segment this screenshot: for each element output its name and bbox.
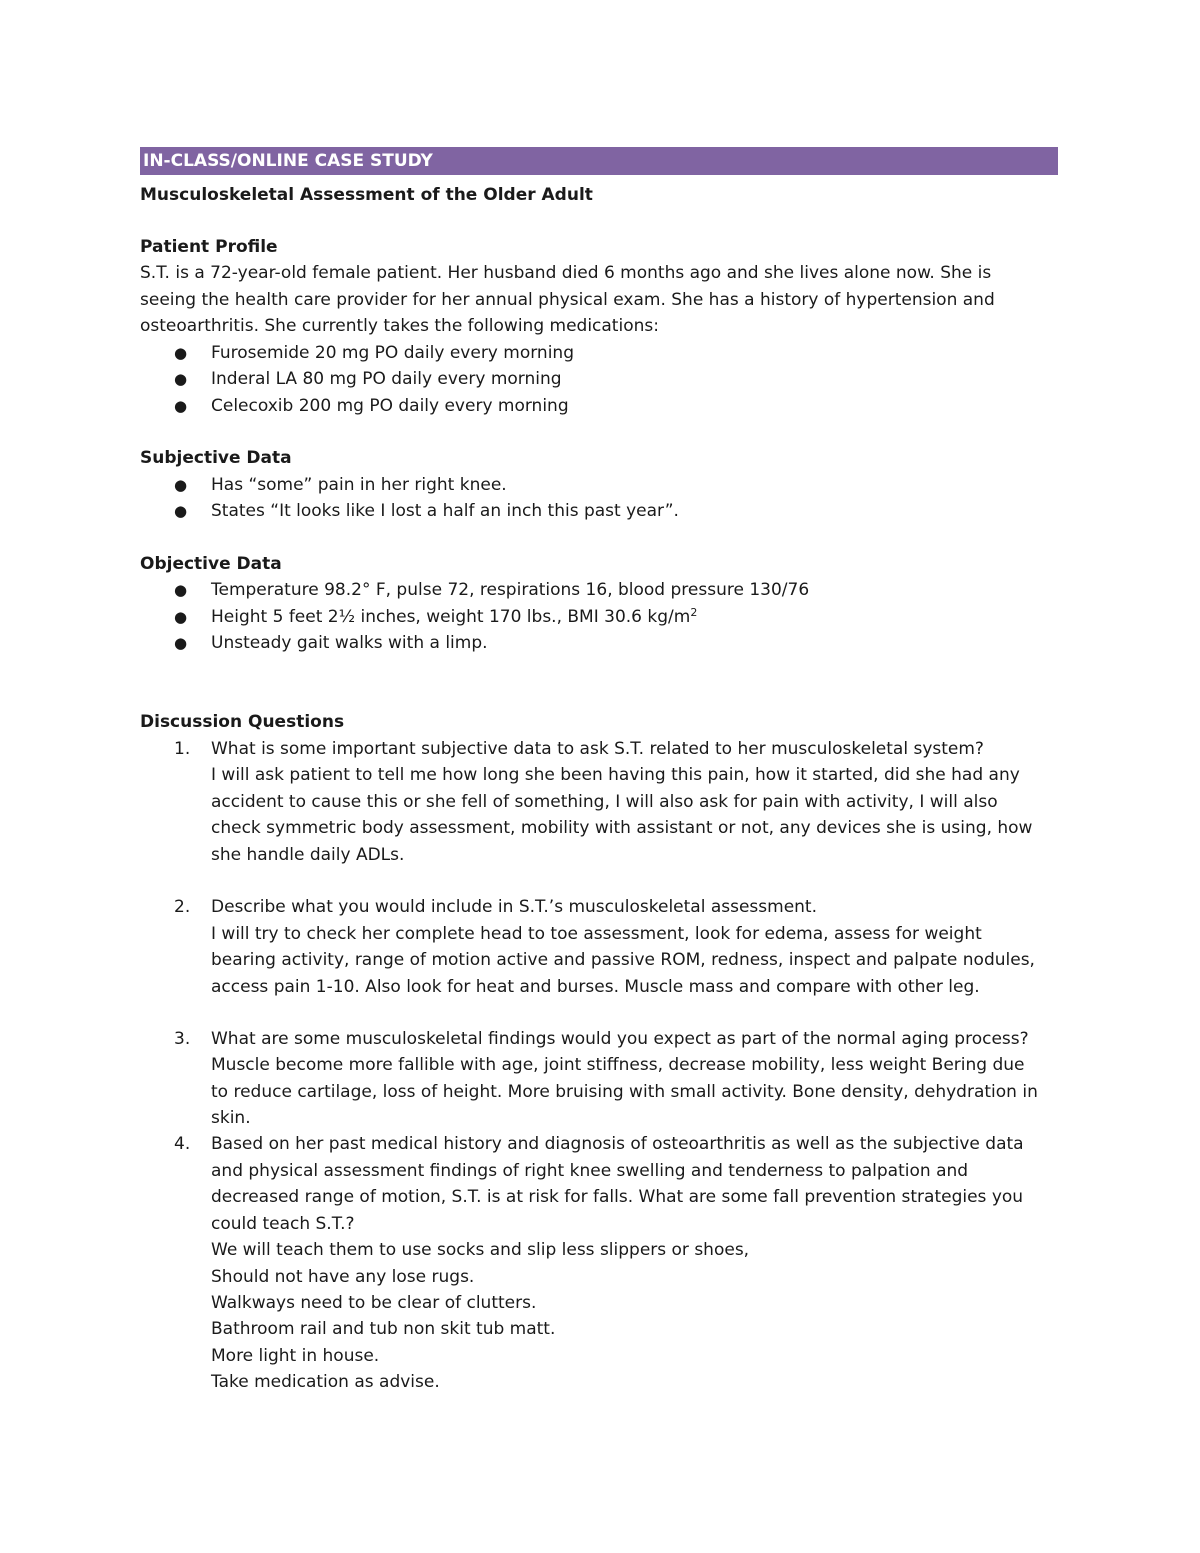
- answer-line: Take medication as advise.: [211, 1372, 440, 1392]
- question-number: 4.: [174, 1134, 191, 1154]
- answer-line: she handle daily ADLs.: [211, 845, 405, 865]
- question-number: 2.: [174, 897, 191, 917]
- case-study-banner: IN-CLASS/ONLINE CASE STUDY: [140, 147, 1058, 175]
- question-number: 1.: [174, 739, 191, 759]
- bmi-superscript: 2: [690, 606, 698, 619]
- patient-profile-heading: Patient Profile: [140, 237, 278, 257]
- answer-line: accident to cause this or she fell of something, I will also ask for pain with activity, I will also: [211, 792, 998, 812]
- medication-item: Celecoxib 200 mg PO daily every morning: [211, 396, 569, 416]
- answer-line: I will ask patient to tell me how long she been having this pain, how it started, did she had any: [211, 765, 1020, 785]
- answer-line: check symmetric body assessment, mobility with assistant or not, any devices she is using, how: [211, 818, 1033, 838]
- answer-line: to reduce cartilage, loss of height. More bruising with small activity. Bone density, dehydration in: [211, 1082, 1038, 1102]
- bullet-icon: ●: [174, 581, 188, 599]
- answer-line: bearing activity, range of motion active and passive ROM, redness, inspect and palpate nodules,: [211, 950, 1035, 970]
- answer-line: Walkways need to be clear of clutters.: [211, 1293, 537, 1313]
- bullet-icon: ●: [174, 502, 188, 520]
- question-text: Based on her past medical history and diagnosis of osteoarthritis as well as the subjective data: [211, 1134, 1024, 1154]
- answer-line: access pain 1-10. Also look for heat and burses. Muscle mass and compare with other leg.: [211, 977, 980, 997]
- answer-line: I will try to check her complete head to toe assessment, look for edema, assess for weight: [211, 924, 982, 944]
- question-text: What are some musculoskeletal findings would you expect as part of the normal aging process?: [211, 1029, 1029, 1049]
- subjective-heading: Subjective Data: [140, 448, 292, 468]
- question-text: and physical assessment findings of right knee swelling and tenderness to palpation and: [211, 1161, 969, 1181]
- objective-item: Unsteady gait walks with a limp.: [211, 633, 488, 653]
- answer-line: Should not have any lose rugs.: [211, 1267, 475, 1287]
- objective-heading: Objective Data: [140, 554, 282, 574]
- subjective-item: Has “some” pain in her right knee.: [211, 475, 507, 495]
- objective-item-bmi: [211, 604, 697, 630]
- profile-line: S.T. is a 72-year-old female patient. Her husband died 6 months ago and she lives alone now. She is: [140, 263, 992, 283]
- question-text: decreased range of motion, S.T. is at risk for falls. What are some fall prevention strategies you: [211, 1187, 1024, 1207]
- answer-line: Bathroom rail and tub non skit tub matt.: [211, 1319, 556, 1339]
- answer-line: Muscle become more fallible with age, joint stiffness, decrease mobility, less weight Bering due: [211, 1055, 1025, 1075]
- question-text: could teach S.T.?: [211, 1214, 355, 1234]
- bullet-icon: ●: [174, 344, 188, 362]
- profile-line: seeing the health care provider for her annual physical exam. She has a history of hypertension and: [140, 290, 995, 310]
- answer-line: We will teach them to use socks and slip less slippers or shoes,: [211, 1240, 750, 1260]
- bullet-icon: ●: [174, 476, 188, 494]
- bullet-icon: ●: [174, 634, 188, 652]
- question-text: Describe what you would include in S.T.’s musculoskeletal assessment.: [211, 897, 817, 917]
- medication-item: Furosemide 20 mg PO daily every morning: [211, 343, 574, 363]
- document-title: Musculoskeletal Assessment of the Older Adult: [140, 185, 593, 205]
- subjective-item: States “It looks like I lost a half an inch this past year”.: [211, 501, 679, 521]
- answer-line: More light in house.: [211, 1346, 380, 1366]
- profile-line: osteoarthritis. She currently takes the following medications:: [140, 316, 659, 336]
- objective-item: Temperature 98.2° F, pulse 72, respirations 16, blood pressure 130/76: [211, 580, 810, 600]
- answer-line: skin.: [211, 1108, 251, 1128]
- bullet-icon: ●: [174, 608, 188, 626]
- objective-item-text: Height 5 feet 2½ inches, weight 170 lbs., BMI 30.6 kg/m: [211, 607, 691, 627]
- bullet-icon: ●: [174, 370, 188, 388]
- discussion-heading: Discussion Questions: [140, 712, 345, 732]
- question-text: What is some important subjective data to ask S.T. related to her musculoskeletal system?: [211, 739, 984, 759]
- question-number: 3.: [174, 1029, 191, 1049]
- bullet-icon: ●: [174, 397, 188, 415]
- medication-item: Inderal LA 80 mg PO daily every morning: [211, 369, 562, 389]
